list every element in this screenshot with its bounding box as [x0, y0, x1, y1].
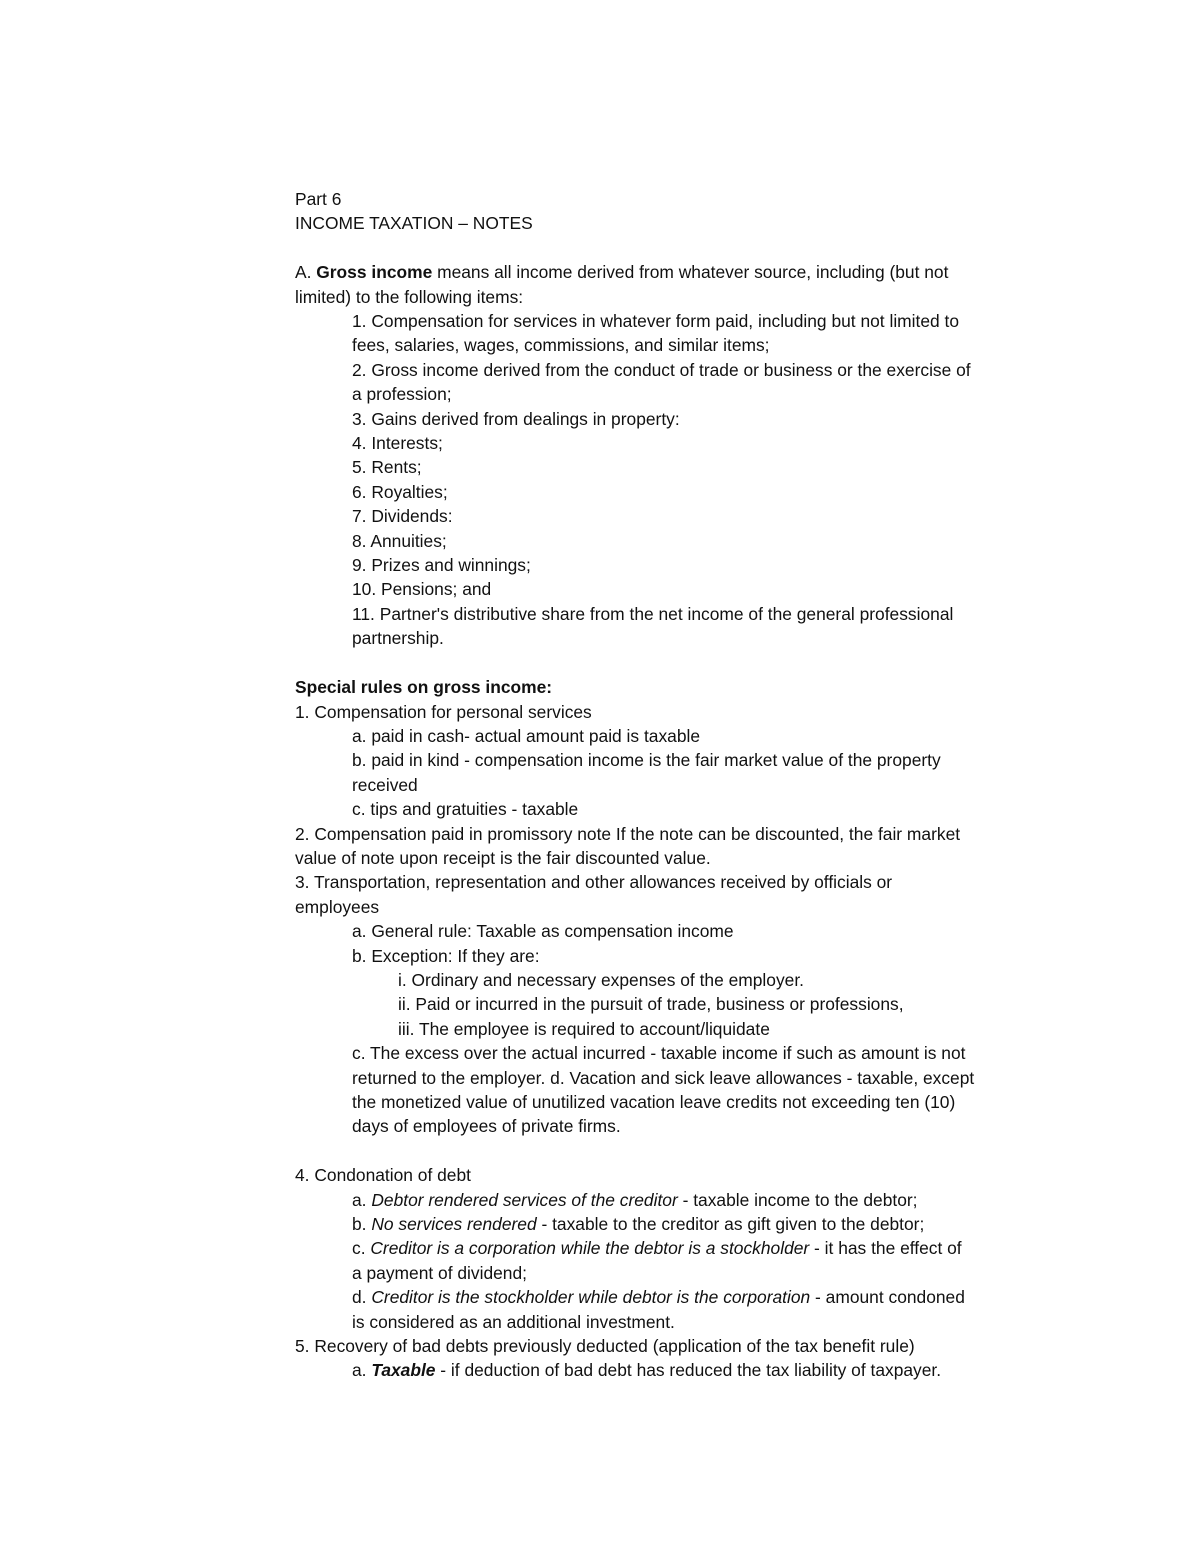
rule-3-exception-item: iii. The employee is required to account/liquidate [398, 1018, 770, 1039]
section-prefix: A. [295, 262, 317, 283]
part-label: Part 6 [295, 189, 342, 209]
item-emphasis: Creditor is the stockholder while debtor is the corporation [371, 1287, 811, 1308]
item-prefix: c. [352, 1238, 371, 1259]
rule-3-exception-item: ii. Paid or incurred in the pursuit of trade, business or professions, [398, 994, 904, 1015]
spacer [295, 651, 975, 675]
gross-income-item: 2. Gross income derived from the conduct of trade or business or the exercise of a profession; [352, 359, 971, 405]
item-prefix: d. [352, 1287, 372, 1308]
gross-income-item: 1. Compensation for services in whatever form paid, including but not limited to fees, salaries, wages, commissions, and similar items; [352, 311, 960, 356]
rule-3-general: a. General rule: Taxable as compensation income [352, 921, 734, 942]
rule-5-title: 5. Recovery of bad debts previously deducted (application of the tax benefit rule) [295, 1336, 915, 1357]
item-text: - amount condoned is considered as an additional investment. [352, 1287, 965, 1332]
gross-income-item: 10. Pensions; and [352, 579, 492, 600]
gross-income-item: 3. Gains derived from dealings in property: [352, 408, 680, 429]
rule-1-item: c. tips and gratuities - taxable [352, 799, 579, 820]
rule-3-title: 3. Transportation, representation and other allowances received by officials or employees [295, 872, 893, 917]
item-emphasis: Taxable [371, 1360, 436, 1381]
item-prefix: a. [352, 1189, 372, 1210]
spacer [295, 1139, 975, 1163]
item-prefix: a. [352, 1360, 372, 1381]
item-text: - taxable income to the debtor; [677, 1189, 918, 1210]
gross-income-definition [295, 260, 975, 309]
item-text: - if deduction of bad debt has reduced the tax liability of taxpayer. [435, 1360, 942, 1381]
rule-1-item: a. paid in cash- actual amount paid is taxable [352, 725, 701, 746]
rule-4-item [295, 1212, 975, 1236]
rule-4-item [295, 1236, 975, 1285]
document-title: INCOME TAXATION – NOTES [295, 213, 533, 234]
gross-income-item: 6. Royalties; [352, 481, 448, 502]
item-emphasis: Creditor is a corporation while the debtor is a stockholder [370, 1238, 810, 1259]
rule-4-title: 4. Condonation of debt [295, 1165, 471, 1186]
rule-3-excess: c. The excess over the actual incurred - taxable income if such as amount is not returned to the employer. d. Vacation and sick leave allowances - taxable, except the monetized value of unutilized vacation leave credits not exceeding ten (10) days of employees of private firms. [352, 1043, 975, 1137]
item-emphasis: No services rendered [371, 1214, 537, 1235]
item-emphasis: Debtor rendered services of the creditor [371, 1189, 678, 1210]
rule-5-item [295, 1358, 975, 1382]
gross-income-item: 7. Dividends: [352, 506, 453, 527]
gross-income-item: 5. Rents; [352, 457, 422, 478]
rule-1-item: b. paid in kind - compensation income is the fair market value of the property received [352, 750, 941, 795]
spacer [295, 236, 975, 260]
definition-text: means all income derived from whatever source, including (but not limited) to the following items: [295, 262, 949, 307]
rule-4-item [295, 1188, 975, 1212]
special-rules-heading [295, 675, 975, 699]
document-body [295, 187, 975, 1383]
rule-2: 2. Compensation paid in promissory note If the note can be discounted, the fair market value of note upon receipt is the fair discounted value. [295, 823, 961, 868]
gross-income-item: 8. Annuities; [352, 530, 447, 551]
gross-income-term: Gross income [316, 262, 433, 283]
gross-income-item: 11. Partner's distributive share from the net income of the general professional partnership. [352, 603, 954, 649]
gross-income-item: 4. Interests; [352, 433, 443, 454]
item-prefix: b. [352, 1214, 372, 1235]
rule-3-exception: b. Exception: If they are: [352, 945, 540, 966]
rule-1-title: 1. Compensation for personal services [295, 701, 592, 722]
rule-3-exception-item: i. Ordinary and necessary expenses of the employer. [398, 969, 804, 990]
rule-4-item [295, 1285, 975, 1334]
item-text: - it has the effect of a payment of dividend; [352, 1238, 962, 1283]
gross-income-item: 9. Prizes and winnings; [352, 555, 531, 576]
special-rules-heading-text: Special rules on gross income: [295, 677, 553, 698]
item-text: - taxable to the creditor as gift given to the debtor; [536, 1214, 925, 1235]
